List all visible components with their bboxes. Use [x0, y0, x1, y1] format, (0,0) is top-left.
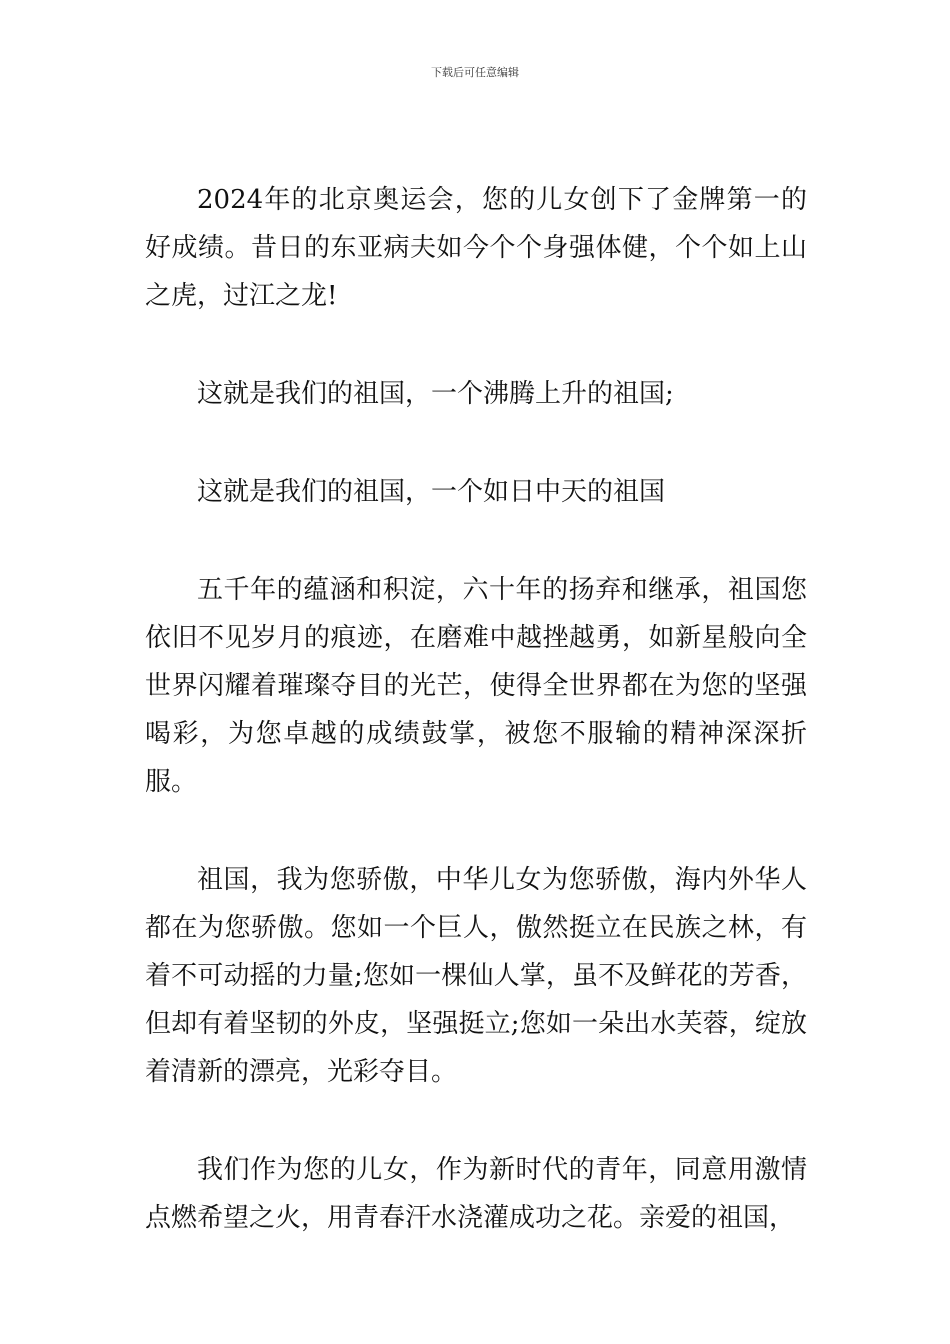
paragraph-olympics: 2024年的北京奥运会，您的儿女创下了金牌第一的好成绩。昔日的东亚病夫如今个个身强体健，个个如上山之虎，过江之龙!	[145, 185, 807, 311]
paragraph-pride: 祖国，我为您骄傲，中华儿女为您骄傲，海内外华人都在为您骄傲。您如一个巨人，傲然挺立在民族之林，有着不可动摇的力量;您如一棵仙人掌，虽不及鲜花的芳香，但却有着坚韧的外皮，坚强挺立;您如一朵出水芙蓉，绽放着清新的漂亮，光彩夺目。	[145, 865, 807, 1087]
paragraph-zenith-motherland: 这就是我们的祖国，一个如日中天的祖国	[197, 477, 666, 507]
page-header: 下载后可任意编辑	[431, 66, 519, 79]
paragraph-youth: 我们作为您的儿女，作为新时代的青年，同意用激情点燃希望之火，用青春汗水浇灌成功之花。亲爱的祖国，	[145, 1155, 807, 1233]
paragraph-rising-motherland: 这就是我们的祖国，一个沸腾上升的祖国;	[197, 379, 674, 409]
paragraph-five-thousand-years: 五千年的蕴涵和积淀，六十年的扬弃和继承，祖国您依旧不见岁月的痕迹，在磨难中越挫越勇，如新星般向全世界闪耀着璀璨夺目的光芒，使得全世界都在为您的坚强喝彩，为您卓越的成绩鼓掌，被您不服输的精神深深折服。	[145, 575, 807, 797]
document-body	[145, 176, 807, 1292]
